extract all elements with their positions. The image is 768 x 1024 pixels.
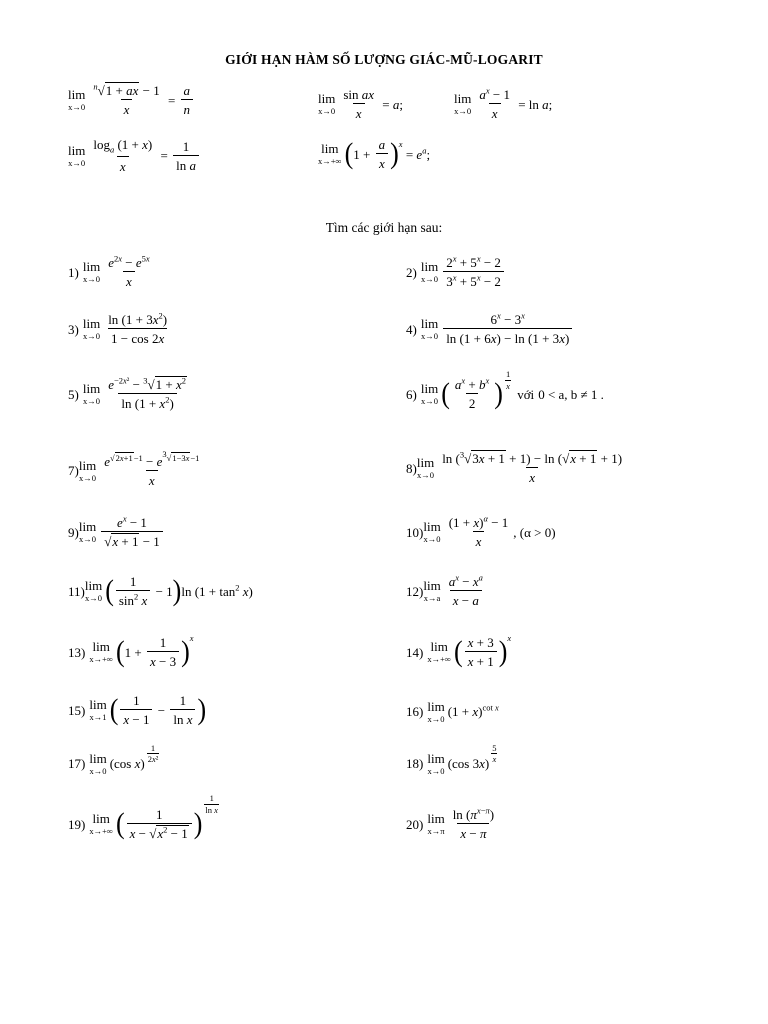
formula-e: lim x→+∞ ( 1 + $\frac{a}{x}$ ) $^x$ = $e^a$;: [318, 136, 431, 171]
lim-operator: lim x→0: [68, 87, 86, 113]
problem-7: 7) lim x→0 $\frac{e^{√2x+1-1} - e^{^3√1-3x-1}}{x}$: [68, 449, 200, 489]
problem-15: 15) lim x→1 ( $\frac{1}{x - 1}$ − $\frac{1}{\text{ln x}}$ ): [68, 692, 207, 727]
problem-18: 18) lim x→0 (cos 3x) $\frac{5}{x}$: [406, 742, 497, 776]
problem-20: 20) lim x→π $\frac{\ln (\pi^{x-\pi})}{x - \pi}$: [406, 805, 495, 841]
problem-12: 12) lim x→a $\frac{a^x - x^a}{x - a}$: [406, 572, 483, 608]
problem-10: 10) lim x→0 $\frac{(1 + x)^\alpha - 1}{x}$ , (α > 0): [406, 513, 556, 549]
problem-3: 3) lim x→0 $\frac{\ln (1 + 3x^2)}{1 - \cos 2x}$: [68, 310, 168, 346]
formula-exp: lim x→0 $\frac{a^x - 1}{x}$ = ln a;: [454, 85, 553, 121]
problem-6: 6) lim x→0 ( $\frac{a^x + b^x}{2}$ ) $\frac{1}{x}$ với 0 < a, b ≠ 1 .: [406, 369, 604, 411]
problem-16: 16) lim x→0 $(1 + x)^{cot x}$: [406, 699, 499, 724]
problem-1: 1) lim x→0 $\frac{e^{2x} - e^{5x}}{x}$: [68, 253, 150, 289]
problem-8: 8) lim x→0 $\frac{\ln (^3√3x + 1 + 1) - \ln (√x + 1 + 1)}{x}$: [406, 449, 623, 485]
problem-5: 5) lim x→0 $\frac{e^{-2x^2} - ^3√1 + x^2}{\ln (1 + x^2)}$: [68, 375, 186, 411]
problem-2: 2) lim x→0 $\frac{2^x + 5^x - 2}{3^x + 5^x - 2}$: [406, 256, 506, 288]
problem-14: 14) lim x→+∞ ( $\frac{x + 3}{x + 1}$ ) $^x$: [406, 633, 512, 669]
problem-9: 9) lim x→0 $\frac{e^x - 1}{√x + 1 - 1}$: [68, 516, 165, 548]
problem-11: 11) lim x→0 ( $\frac{1}{\sin^2 x}$ − 1 ) $\ln (1 + \tan^2 x)$: [68, 573, 253, 608]
formula-log: lim x→0 $\frac{\log_a (1 + x)}{x}$ = $\frac{1}{\text{ln a}}$: [68, 138, 201, 173]
formula-root: lim x→0 $\frac{^n√1 + ax - 1}{x}$ = $\frac{a}{n}$: [68, 84, 195, 116]
formula-sin: lim x→0 $\frac{\text{sin ax}}{x}$ = a;: [318, 87, 404, 121]
problem-4: 4) lim x→0 $\frac{6^x - 3^x}{\ln (1 + 6x) - \ln (1 + 3x)}$: [406, 313, 574, 345]
page-title: GIỚI HẠN HÀM SỐ LƯỢNG GIÁC-MŨ-LOGARIT: [225, 52, 543, 67]
problem-17: 17) lim x→0 (cos x) $\frac{1}{\text{2x²}}$: [68, 742, 159, 776]
problem-19: 19) lim x→+∞ ( $\frac{1}{x - √x^2 - 1}$ ) $\frac{1}{\text{ln x}}$: [68, 793, 218, 841]
instructions: Tìm các giới hạn sau:: [325, 220, 443, 235]
problem-13: 13) lim x→+∞ ( 1 + $\frac{1}{x - 3}$ ) $^x$: [68, 633, 194, 669]
